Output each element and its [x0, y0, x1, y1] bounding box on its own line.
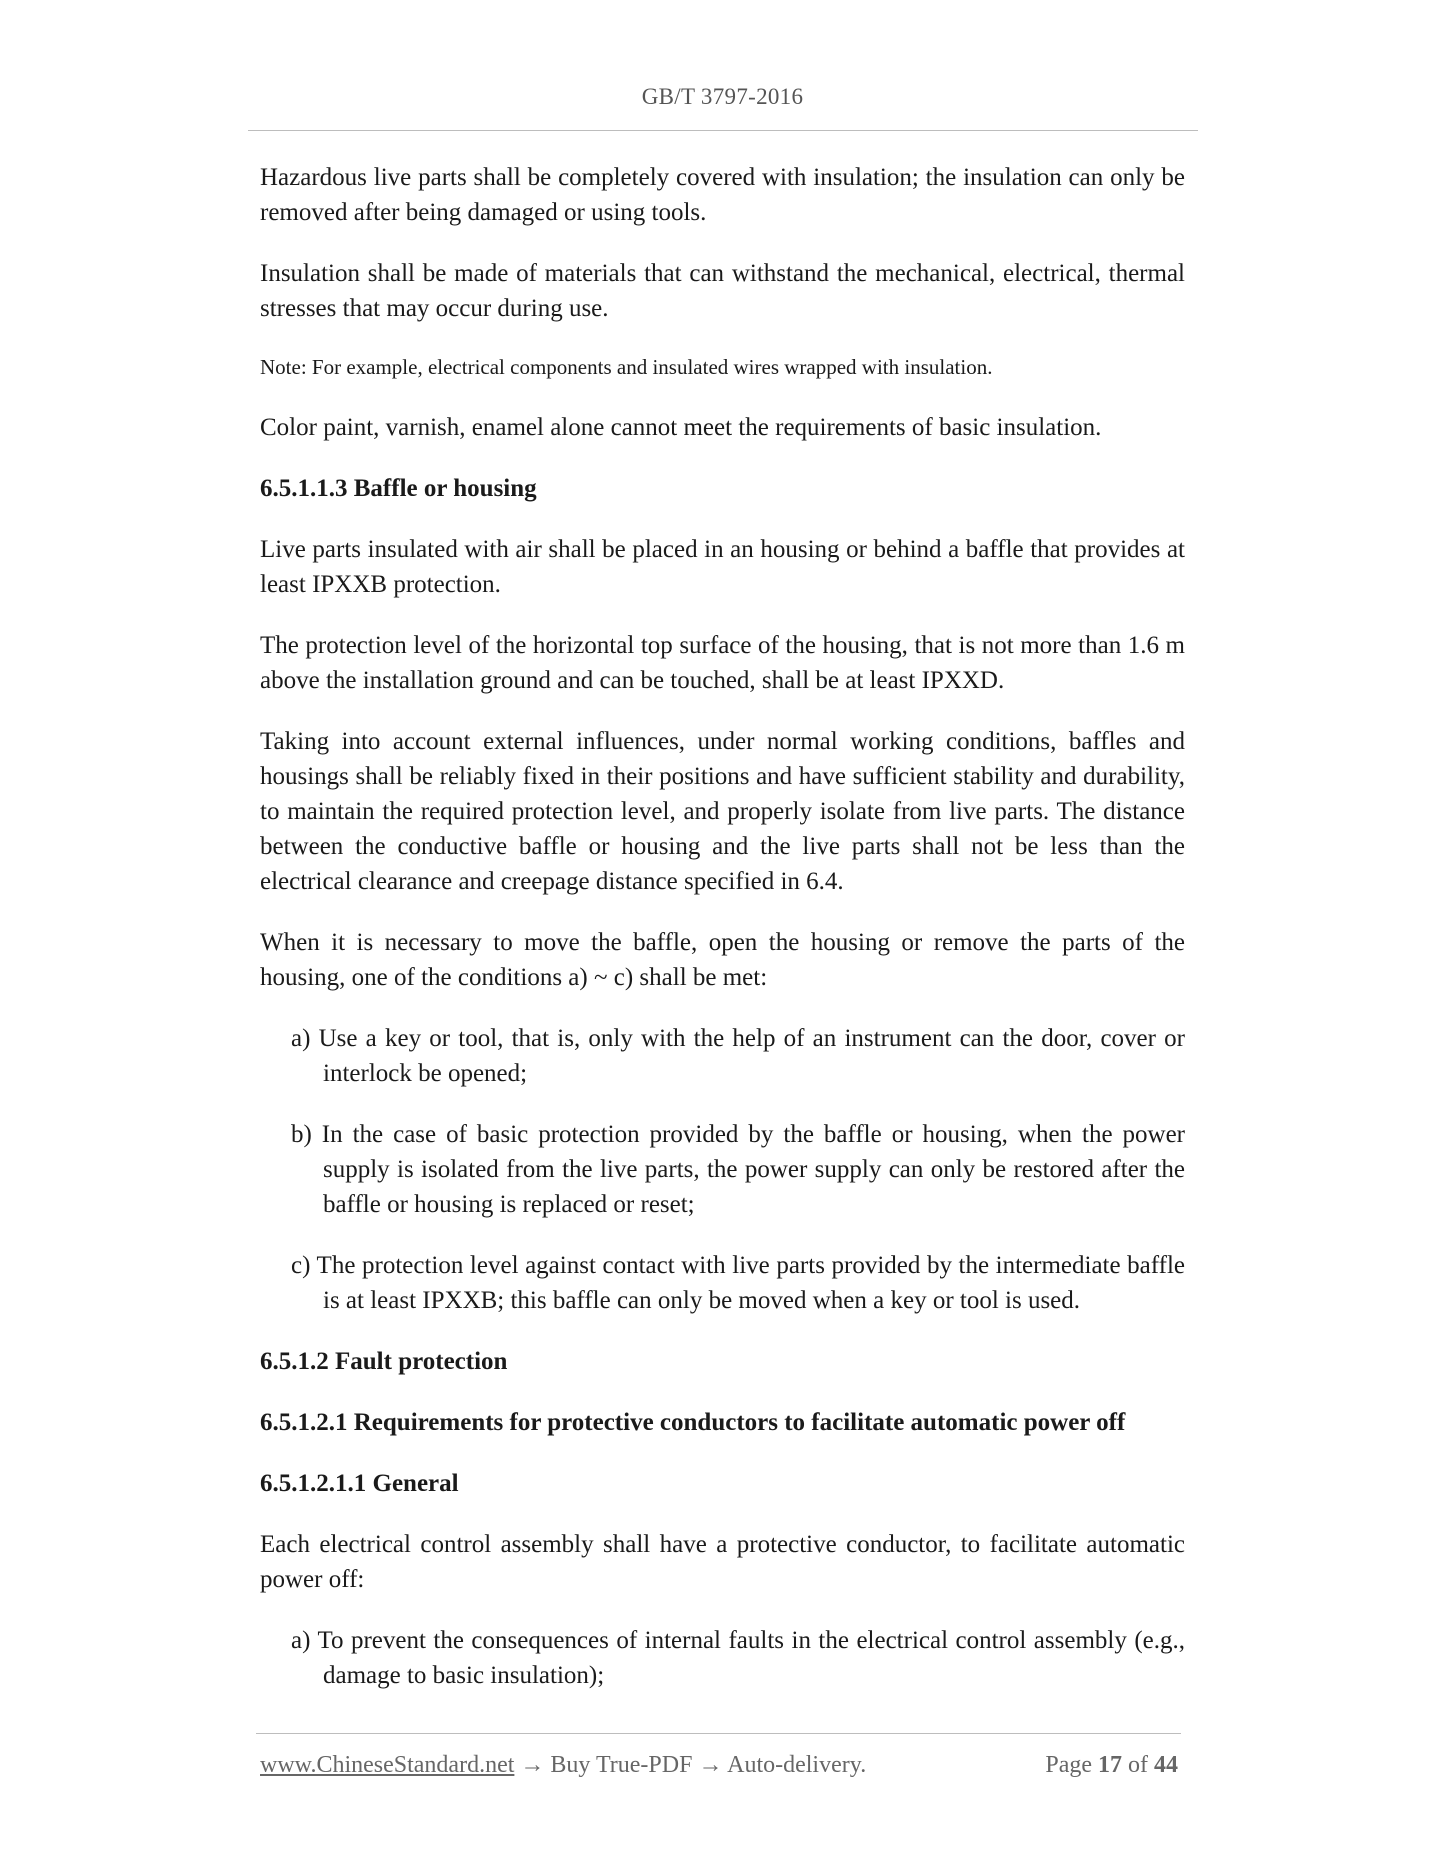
paragraph: Taking into account external influences, under normal working conditions, baffles and housings shall be reliably fixed in their positions and have sufficient stability and durability, to maintain the required protection level, and properly isolate from live parts. The distance between the conductive baffle or housing and the live parts shall not be less than the electrical clearance and creepage distance specified in 6.4. [260, 728, 1185, 895]
footer-buy-text: → Buy True-PDF → Auto-delivery. [514, 1752, 867, 1778]
list-item: b) In the case of basic protection provided by the baffle or housing, when the power supply is isolated from the live parts, the power supply can only be restored after the baffle or housing is replaced or reset; [291, 1121, 1185, 1218]
document-body [260, 160, 1185, 1719]
of-label: of [1128, 1752, 1148, 1778]
paragraph: Each electrical control assembly shall have a protective conductor, to facilitate automatic power off: [260, 1531, 1185, 1593]
page-footer [260, 1752, 1178, 1779]
list-item: a) Use a key or tool, that is, only with the help of an instrument can the door, cover or interlock be opened; [291, 1025, 1185, 1087]
page-total: 44 [1154, 1752, 1178, 1778]
page-number: 17 [1098, 1752, 1122, 1778]
section-heading: 6.5.1.2.1 Requirements for protective conductors to facilitate automatic power off [260, 1409, 1126, 1436]
section-heading: 6.5.1.2.1.1 General [260, 1470, 459, 1497]
paragraph: Color paint, varnish, enamel alone cannot meet the requirements of basic insulation. [260, 414, 1102, 441]
header-divider [248, 130, 1198, 131]
website-link[interactable]: www.ChineseStandard.net [260, 1752, 515, 1778]
page-label: Page [1045, 1752, 1092, 1778]
list-item: c) The protection level against contact with live parts provided by the intermediate baffle is at least IPXXB; this baffle can only be moved when a key or tool is used. [291, 1252, 1185, 1314]
list-item: a) To prevent the consequences of internal faults in the electrical control assembly (e.g., damage to basic insulation); [291, 1627, 1185, 1689]
paragraph: When it is necessary to move the baffle, open the housing or remove the parts of the housing, one of the conditions a) ~ c) shall be met: [260, 929, 1185, 991]
paragraph: Hazardous live parts shall be completely covered with insulation; the insulation can only be removed after being damaged or using tools. [260, 164, 1185, 226]
page-header: GB/T 3797-2016 [641, 84, 804, 109]
page-counter [1045, 1752, 1178, 1779]
footer-left [260, 1752, 866, 1779]
paragraph: Insulation shall be made of materials that can withstand the mechanical, electrical, thermal stresses that may occur during use. [260, 260, 1185, 322]
paragraph: The protection level of the horizontal top surface of the housing, that is not more than 1.6 m above the installation ground and can be touched, shall be at least IPXXD. [260, 632, 1185, 694]
footer-divider [256, 1733, 1181, 1734]
section-heading: 6.5.1.2 Fault protection [260, 1348, 508, 1375]
paragraph: Live parts insulated with air shall be placed in an housing or behind a baffle that provides at least IPXXB protection. [260, 536, 1185, 598]
section-heading: 6.5.1.1.3 Baffle or housing [260, 475, 537, 502]
note: Note: For example, electrical components and insulated wires wrapped with insulation. [260, 355, 993, 379]
